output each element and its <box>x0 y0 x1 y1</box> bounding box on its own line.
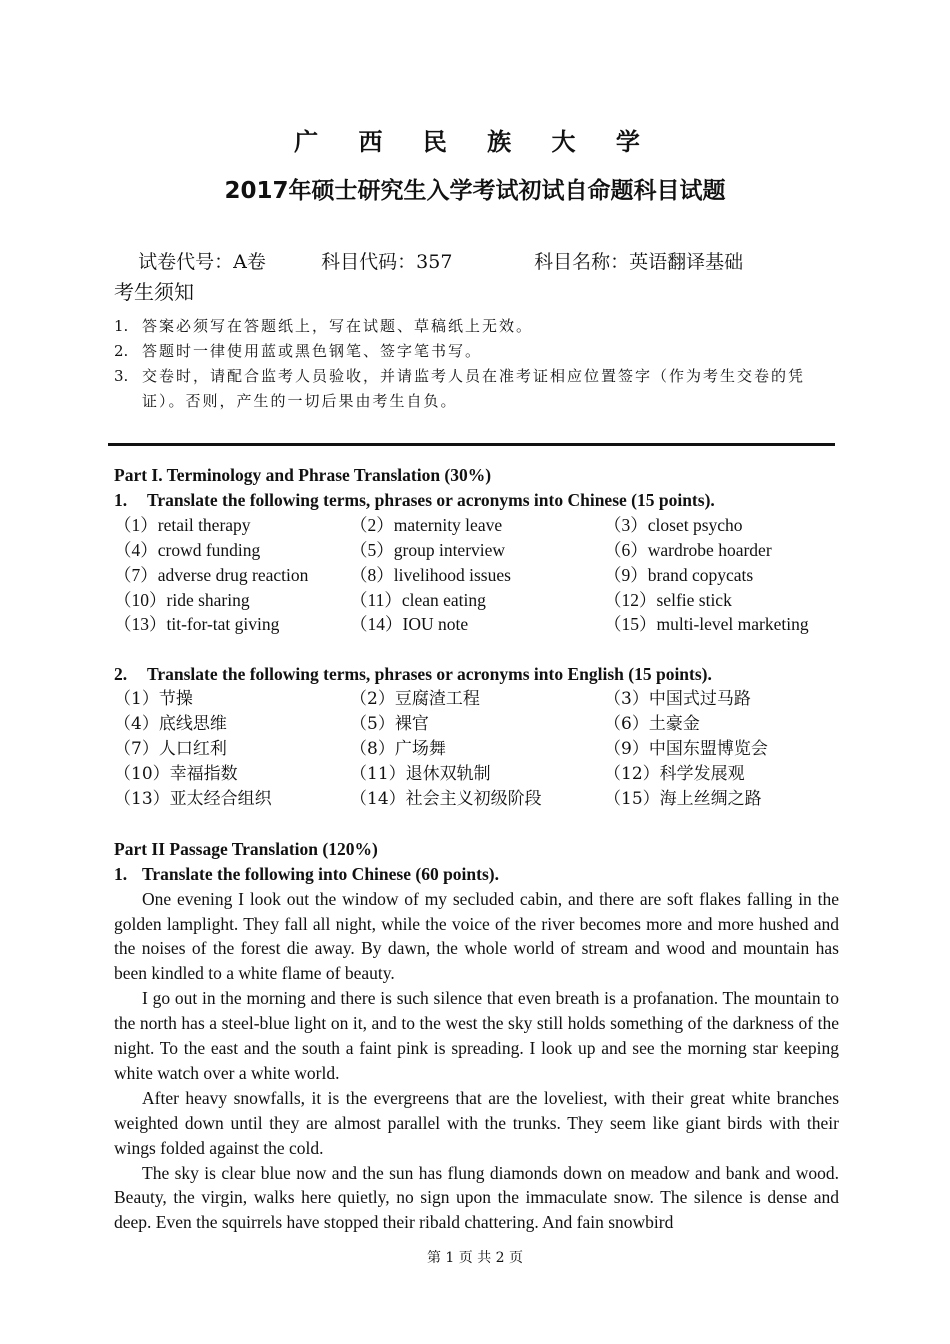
question-instruction: Translate the following into Chinese (60 points). <box>142 863 499 884</box>
term-item: （10）幸福指数 <box>114 763 238 784</box>
passage-paragraph: One evening I look out the window of my secluded cabin, and there are soft flakes falling in the golden lamplight. They fall all night, while the voice of the river becomes more and more hushed and the noises of the forest die away. By dawn, the whole world of stream and wood and mountain has been kindled to a white flame of beauty. <box>114 888 839 984</box>
notice-text: 交卷时，请配合监考人员验收，并请监考人员在准考证相应位置签字（作为考生交卷的凭证）。否则，产生的一切后果由考生自负。 <box>142 367 806 410</box>
part2-q1-heading <box>114 862 839 887</box>
subject-code: 科目代码：357 <box>321 251 453 273</box>
term-item: （8）livelihood issues <box>350 564 511 585</box>
question-instruction: Translate the following terms, phrases or acronyms into Chinese (15 points). <box>147 489 715 510</box>
term-item: （10）ride sharing <box>114 589 250 610</box>
notice-heading: 考生须知 <box>114 280 194 304</box>
term-item: （9）中国东盟博览会 <box>604 739 768 760</box>
term-item: （7）adverse drug reaction <box>114 564 309 585</box>
term-item: （13）亚太经合组织 <box>114 788 272 809</box>
term-item: （3）中国式过马路 <box>604 689 751 710</box>
question-number: 1. <box>114 863 128 884</box>
notice-text: 答案必须写在答题纸上，写在试题、草稿纸上无效。 <box>142 317 534 335</box>
notice-item <box>114 339 844 364</box>
term-item: （12）科学发展观 <box>604 763 745 784</box>
university-name: 广 西 民 族 大 学 <box>294 128 656 156</box>
paper-code: 试卷代号：A卷 <box>138 251 266 273</box>
question-number: 2. <box>114 664 128 685</box>
notice-item <box>114 364 844 414</box>
term-item: （14）IOU note <box>350 614 469 635</box>
notice-text: 答题时一律使用蓝或黑色钢笔、签字笔书写。 <box>142 342 483 360</box>
term-item: （5）group interview <box>350 539 506 560</box>
question-instruction: Translate the following terms, phrases or acronyms into English (15 points). <box>147 664 712 685</box>
exam-meta <box>114 225 743 296</box>
term-item: （12）selfie stick <box>604 589 732 610</box>
passage-paragraph: I go out in the morning and there is such silence that even breath is a profanation. The mountain to the north has a steel-blue light on it, and to the west the sky still holds something of the darkness of the night. To the east and the south a faint pink is spreading. I look up and see the morning star keeping white watch over a white world. <box>114 988 839 1083</box>
term-item: （3）closet psycho <box>604 514 743 535</box>
term-item: （1）retail therapy <box>114 514 251 535</box>
term-item: （8）广场舞 <box>350 739 446 760</box>
notice-number: 1. <box>114 317 129 335</box>
term-item: （9）brand copycats <box>604 564 754 585</box>
notice-list <box>114 314 844 414</box>
part2-title: Part II Passage Translation (120%) <box>114 838 378 859</box>
term-item: （7）人口红利 <box>114 739 227 760</box>
part1-q2-heading <box>114 662 839 687</box>
exam-content <box>114 463 839 1235</box>
notice-item <box>114 314 844 339</box>
page-number: 第 1 页 共 2 页 <box>426 1250 524 1266</box>
part1-q1-terms <box>114 513 839 638</box>
term-item: （2）豆腐渣工程 <box>350 689 480 710</box>
subject-name: 科目名称：英语翻译基础 <box>534 251 744 273</box>
notice-number: 2. <box>114 342 129 360</box>
term-item: （5）裸官 <box>350 714 429 735</box>
exam-title: 2017年硕士研究生入学考试初试自命题科目试题 <box>224 178 726 204</box>
term-item: （11）clean eating <box>350 589 486 610</box>
term-item: （6）wardrobe hoarder <box>604 539 772 560</box>
notice-number: 3. <box>114 367 129 385</box>
divider-rule <box>108 443 835 446</box>
term-item: （2）maternity leave <box>350 514 503 535</box>
question-number: 1. <box>114 489 128 510</box>
term-item: （1）节操 <box>114 689 193 710</box>
term-item: （14）社会主义初级阶段 <box>350 788 542 809</box>
term-item: （11）退休双轨制 <box>350 763 491 784</box>
term-item: （15）multi-level marketing <box>604 614 809 635</box>
part1-title: Part I. Terminology and Phrase Translation (30%) <box>114 465 492 485</box>
part1-q2-terms <box>114 687 839 812</box>
term-item: （13）tit-for-tat giving <box>114 614 280 635</box>
part1-q1-heading <box>114 488 839 513</box>
term-item: （15）海上丝绸之路 <box>604 788 762 809</box>
term-item: （4）crowd funding <box>114 539 261 560</box>
passage-paragraph: After heavy snowfalls, it is the evergreens that are the loveliest, with their great white branches weighted down until they are almost parallel with the trunks. They seem like giant birds with their wings folded against the cold. <box>114 1087 839 1158</box>
term-item: （4）底线思维 <box>114 714 227 735</box>
term-item: （6）土豪金 <box>604 714 700 735</box>
passage-paragraph: The sky is clear blue now and the sun has flung diamonds down on meadow and bank and wood. Beauty, the virgin, walks here quietly, no sign upon the immaculate snow. The silence is dense and deep. Even the squirrels have stopped their ribald chattering. And fain snowbird <box>114 1162 839 1233</box>
